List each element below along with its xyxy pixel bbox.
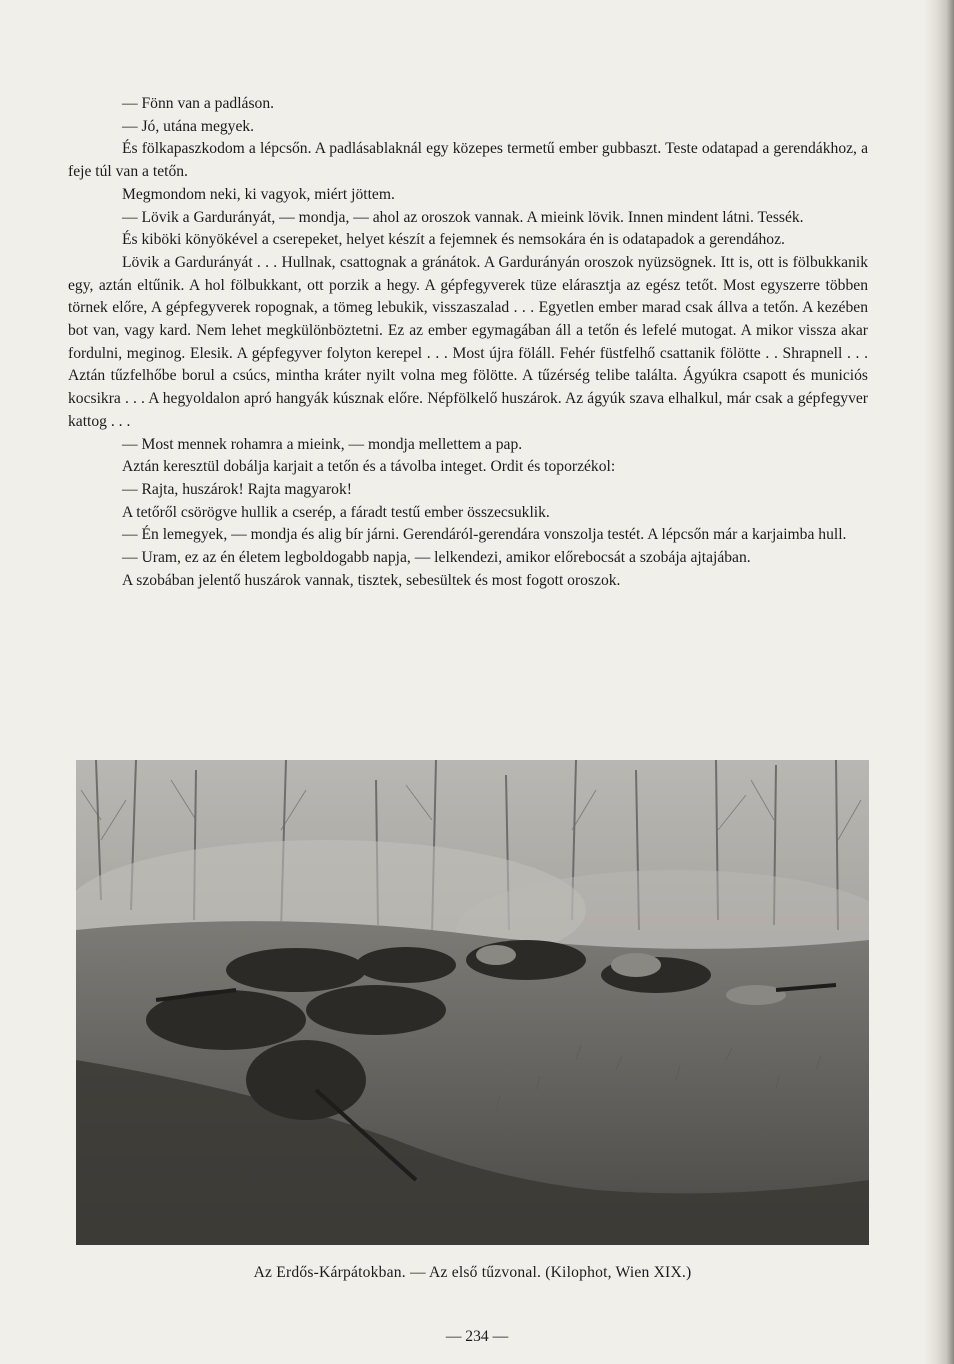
paragraph: — Rajta, huszárok! Rajta magyarok! <box>122 480 352 498</box>
page-number: — 234 — <box>445 1328 509 1345</box>
photo-caption: Az Erdős-Kárpátokban. — Az első tűzvonal. (Kilophot, Wien XIX.) <box>253 1264 692 1281</box>
photo-illustration <box>76 760 869 1245</box>
paragraph: És fölkapaszkodom a lépcsőn. A padlásablaknál egy közepes termetű ember gubbaszt. Teste odatapad a gerendákhoz, a feje túl van a tetőn. <box>68 140 868 181</box>
paragraph: Megmondom neki, ki vagyok, miért jöttem. <box>122 185 395 203</box>
paragraph: És kiböki könyökével a cserepeket, helyet készít a fejemnek és nemsokára én is odatapadok a gerendához. <box>122 231 785 249</box>
paragraph: — Lövik a Gardurányát, — mondja, — ahol az oroszok vannak. A mieink lövik. Innen mindent látni. Tessék. <box>122 208 804 226</box>
paragraph: A tetőről csörögve hullik a cserép, a fáradt testű ember összecsuklik. <box>122 503 550 521</box>
paragraph: — Jó, utána megyek. <box>122 117 255 135</box>
paragraph: — Fönn van a padláson. <box>122 95 275 112</box>
battlefield-photograph <box>76 760 869 1245</box>
paragraph: — Én lemegyek, — mondja és alig bír járni. Gerendáról-gerendára vonszolja testét. A lépcsőn már a karjaimba hull. <box>122 526 847 544</box>
paragraph: — Uram, ez az én életem legboldogabb napja, — lelkendezi, amikor előrebocsát a szobája ajtajában. <box>122 549 751 567</box>
body-text <box>68 93 868 592</box>
paragraph: Lövik a Gardurányát . . . Hullnak, csattognak a gránátok. A Gardurányán oroszok nyüzsögnek. Itt is, ott is fölbukkanik egy, aztán eltűnik. A hol fölbukkant, ott porzik a hegy. A gépfegyverek tüze elárasztja az egész tetőt. Most egyszerre többen törnek előre, A gépfegyverek ropognak, a tömeg lebukik, visszaszalad . . . Egyetlen ember marad csak állva a tetőn. A kezében bot van, vagy kard. Nem lehet megkülönböztetni. Ez az ember egymagában áll a tetőn és lefelé mutogat. A mikor vissza akar fordulni, meginog. Elesik. A gépfegyver folyton kerepel . . . Most újra föláll. Fehér füstfelhő csattanik fölötte . . Shrapnell . . . Aztán tűzfelhőbe borul a csúcs, mintha kráter nyilt volna meg fölötte. A tűzérség telibe találta. Ágyúkra csapott és municiós kocsikra . . . A hegyoldalon apró hangyák kúsznak előre. Népfölkelő huszárok. Az ágyúk szava elhalkul, már csak a gépfegyver kattog . . . <box>68 253 868 430</box>
paragraph: Aztán keresztül dobálja karjait a tetőn és a távolba integet. Ordit és toporzékol: <box>122 458 616 476</box>
page-edge-shadow <box>924 0 954 1364</box>
paragraph: A szobában jelentő huszárok vannak, tisztek, sebesültek és most fogott oroszok. <box>122 571 621 589</box>
paragraph: — Most mennek rohamra a mieink, — mondja mellettem a pap. <box>122 435 523 453</box>
